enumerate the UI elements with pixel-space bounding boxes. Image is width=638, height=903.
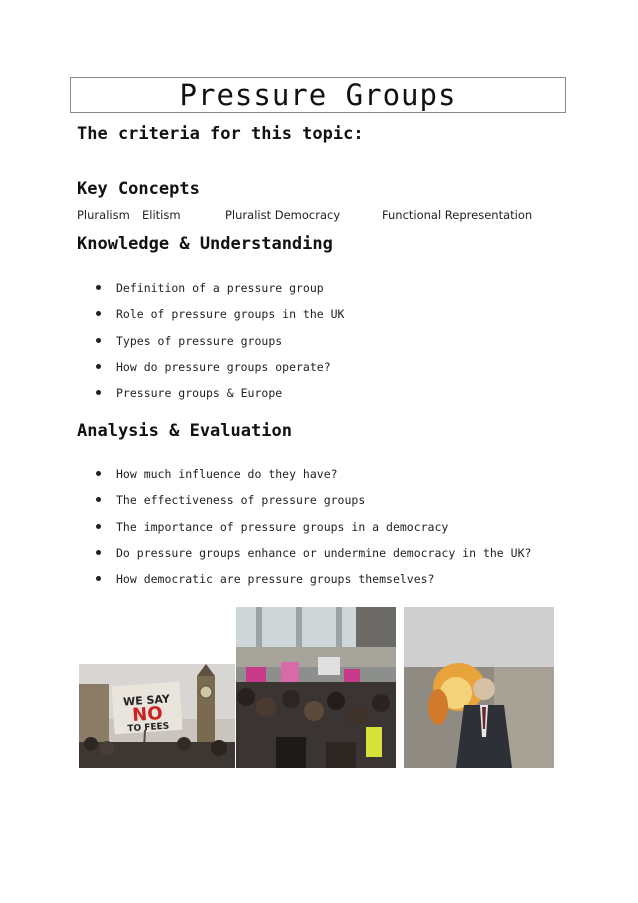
- list-item: How do pressure groups operate?: [96, 360, 344, 386]
- criteria-heading: The criteria for this topic:: [77, 124, 364, 144]
- list-item: How much influence do they have?: [96, 467, 531, 493]
- list-item: The importance of pressure groups in a democracy: [96, 520, 531, 546]
- page-title: Pressure Groups: [179, 78, 457, 112]
- burning-effigy-photo: [404, 607, 554, 768]
- key-concepts-heading: Key Concepts: [77, 179, 200, 199]
- knowledge-heading: Knowledge & Understanding: [77, 234, 333, 254]
- list-item: Pressure groups & Europe: [96, 386, 344, 412]
- title-box: [70, 77, 566, 113]
- concept-item: Functional Representation: [382, 208, 533, 222]
- list-item: How democratic are pressure groups themselves?: [96, 572, 531, 598]
- concept-item: Pluralist Democracy: [225, 208, 341, 222]
- sign-line1: WE SAY: [122, 692, 171, 709]
- list-item: Role of pressure groups in the UK: [96, 307, 344, 333]
- concept-item: Elitism: [142, 208, 181, 222]
- analysis-list: [96, 467, 531, 598]
- protest-sign-illustration: [79, 664, 235, 768]
- list-item: The effectiveness of pressure groups: [96, 493, 531, 519]
- knowledge-list: [96, 281, 344, 412]
- sign-line3: TO FEES: [127, 721, 170, 735]
- crowd-illustration: [236, 607, 396, 768]
- list-item: Do pressure groups enhance or undermine democracy in the UK?: [96, 546, 531, 572]
- sign-line2: NO: [131, 702, 164, 727]
- analysis-heading: Analysis & Evaluation: [77, 421, 292, 441]
- list-item: Definition of a pressure group: [96, 281, 344, 307]
- effigy-illustration: [404, 607, 554, 768]
- concept-item: Pluralism: [77, 208, 130, 222]
- list-item: Types of pressure groups: [96, 334, 344, 360]
- protest-sign-photo: [79, 664, 235, 768]
- crowd-protest-photo: [236, 607, 396, 768]
